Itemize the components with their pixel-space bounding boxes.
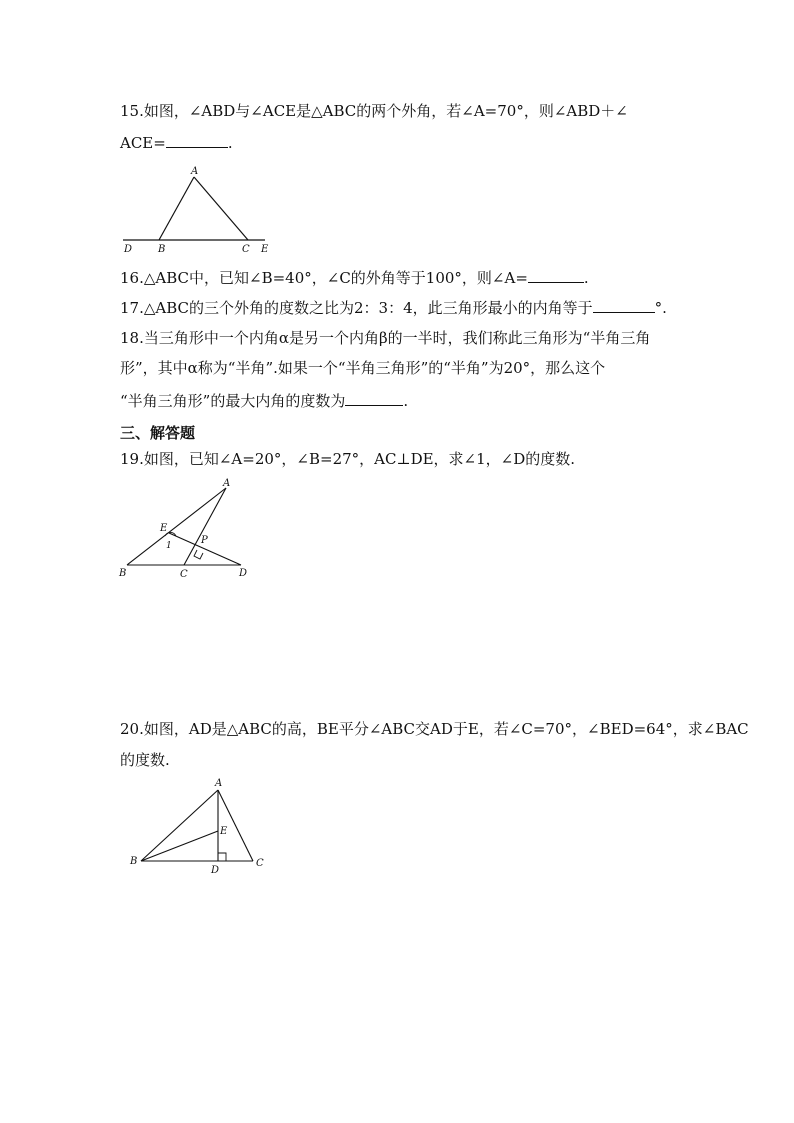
q15-label-d: D <box>124 244 133 255</box>
q15-label-e: E <box>261 244 269 255</box>
q20-bisector-be <box>141 831 218 861</box>
q15-label-a: A <box>191 166 199 177</box>
q18-line2: 形”，其中α称为“半角”.如果一个“半角三角形”的“半角”为20°，那么这个 <box>120 359 606 377</box>
q18-line3-suffix: . <box>403 392 409 410</box>
q19-label-d: D <box>239 568 248 579</box>
q15-label-c: C <box>242 244 250 255</box>
q15-side-ac <box>194 177 248 240</box>
q20-label-c: C <box>256 858 264 869</box>
q18-line1: 18.当三角形中一个内角α是另一个内角β的一半时，我们称此三角形为“半角三角 <box>120 329 651 347</box>
q16-suffix: . <box>583 269 589 287</box>
q15-answer-blank[interactable] <box>166 133 228 148</box>
q15-side-ab <box>159 177 194 240</box>
q18-line3 <box>120 391 408 411</box>
q18-answer-blank[interactable] <box>345 391 403 406</box>
q15-line1: 15.如图，∠ABD与∠ACE是△ABC的两个外角，若∠A=70°，则∠ABD＋∠ <box>120 102 628 120</box>
q16-line <box>120 268 589 288</box>
q19-label-b: B <box>119 568 127 579</box>
q17-answer-blank[interactable] <box>593 298 655 313</box>
q20-label-a: A <box>215 778 223 789</box>
q17-suffix: °. <box>654 299 667 317</box>
q15-line2-suffix: . <box>227 134 233 152</box>
q15-line2 <box>120 133 233 153</box>
q15-label-b: B <box>158 244 166 255</box>
q20-label-e: E <box>220 826 228 837</box>
q20-figure <box>125 775 275 880</box>
q19-right-angle-mark <box>194 550 203 559</box>
q20-label-b: B <box>130 856 138 867</box>
q18-line3-prefix: “半角三角形”的最大内角的度数为 <box>120 392 346 410</box>
q20-side-ab <box>141 790 218 861</box>
q20-label-d: D <box>211 865 220 876</box>
q19-label-1: 1 <box>166 541 172 551</box>
q19-label-p: P <box>201 535 208 546</box>
q15-line2-prefix: ACE= <box>120 134 166 152</box>
q15-figure <box>118 160 278 260</box>
q16-text: 16.△ABC中，已知∠B=40°，∠C的外角等于100°，则∠A= <box>120 269 528 287</box>
q20-right-angle-mark <box>218 853 226 861</box>
q19-side-ac <box>184 488 226 565</box>
q20-line1: 20.如图，AD是△ABC的高，BE平分∠ABC交AD于E，若∠C=70°，∠BED=64°，求∠BAC <box>120 720 749 738</box>
q19-label-c: C <box>180 569 188 580</box>
section-title: 三、解答题 <box>120 424 196 442</box>
q19-line: 19.如图，已知∠A=20°，∠B=27°，AC⊥DE，求∠1，∠D的度数. <box>120 450 576 468</box>
q19-label-e: E <box>160 523 168 534</box>
q19-figure <box>115 475 265 585</box>
q17-line <box>120 298 667 318</box>
q16-answer-blank[interactable] <box>528 268 584 283</box>
q19-side-ba <box>127 488 226 565</box>
q17-text: 17.△ABC的三个外角的度数之比为2：3：4，此三角形最小的内角等于 <box>120 299 593 317</box>
q19-label-a: A <box>223 478 231 489</box>
q20-line2: 的度数. <box>120 751 170 769</box>
